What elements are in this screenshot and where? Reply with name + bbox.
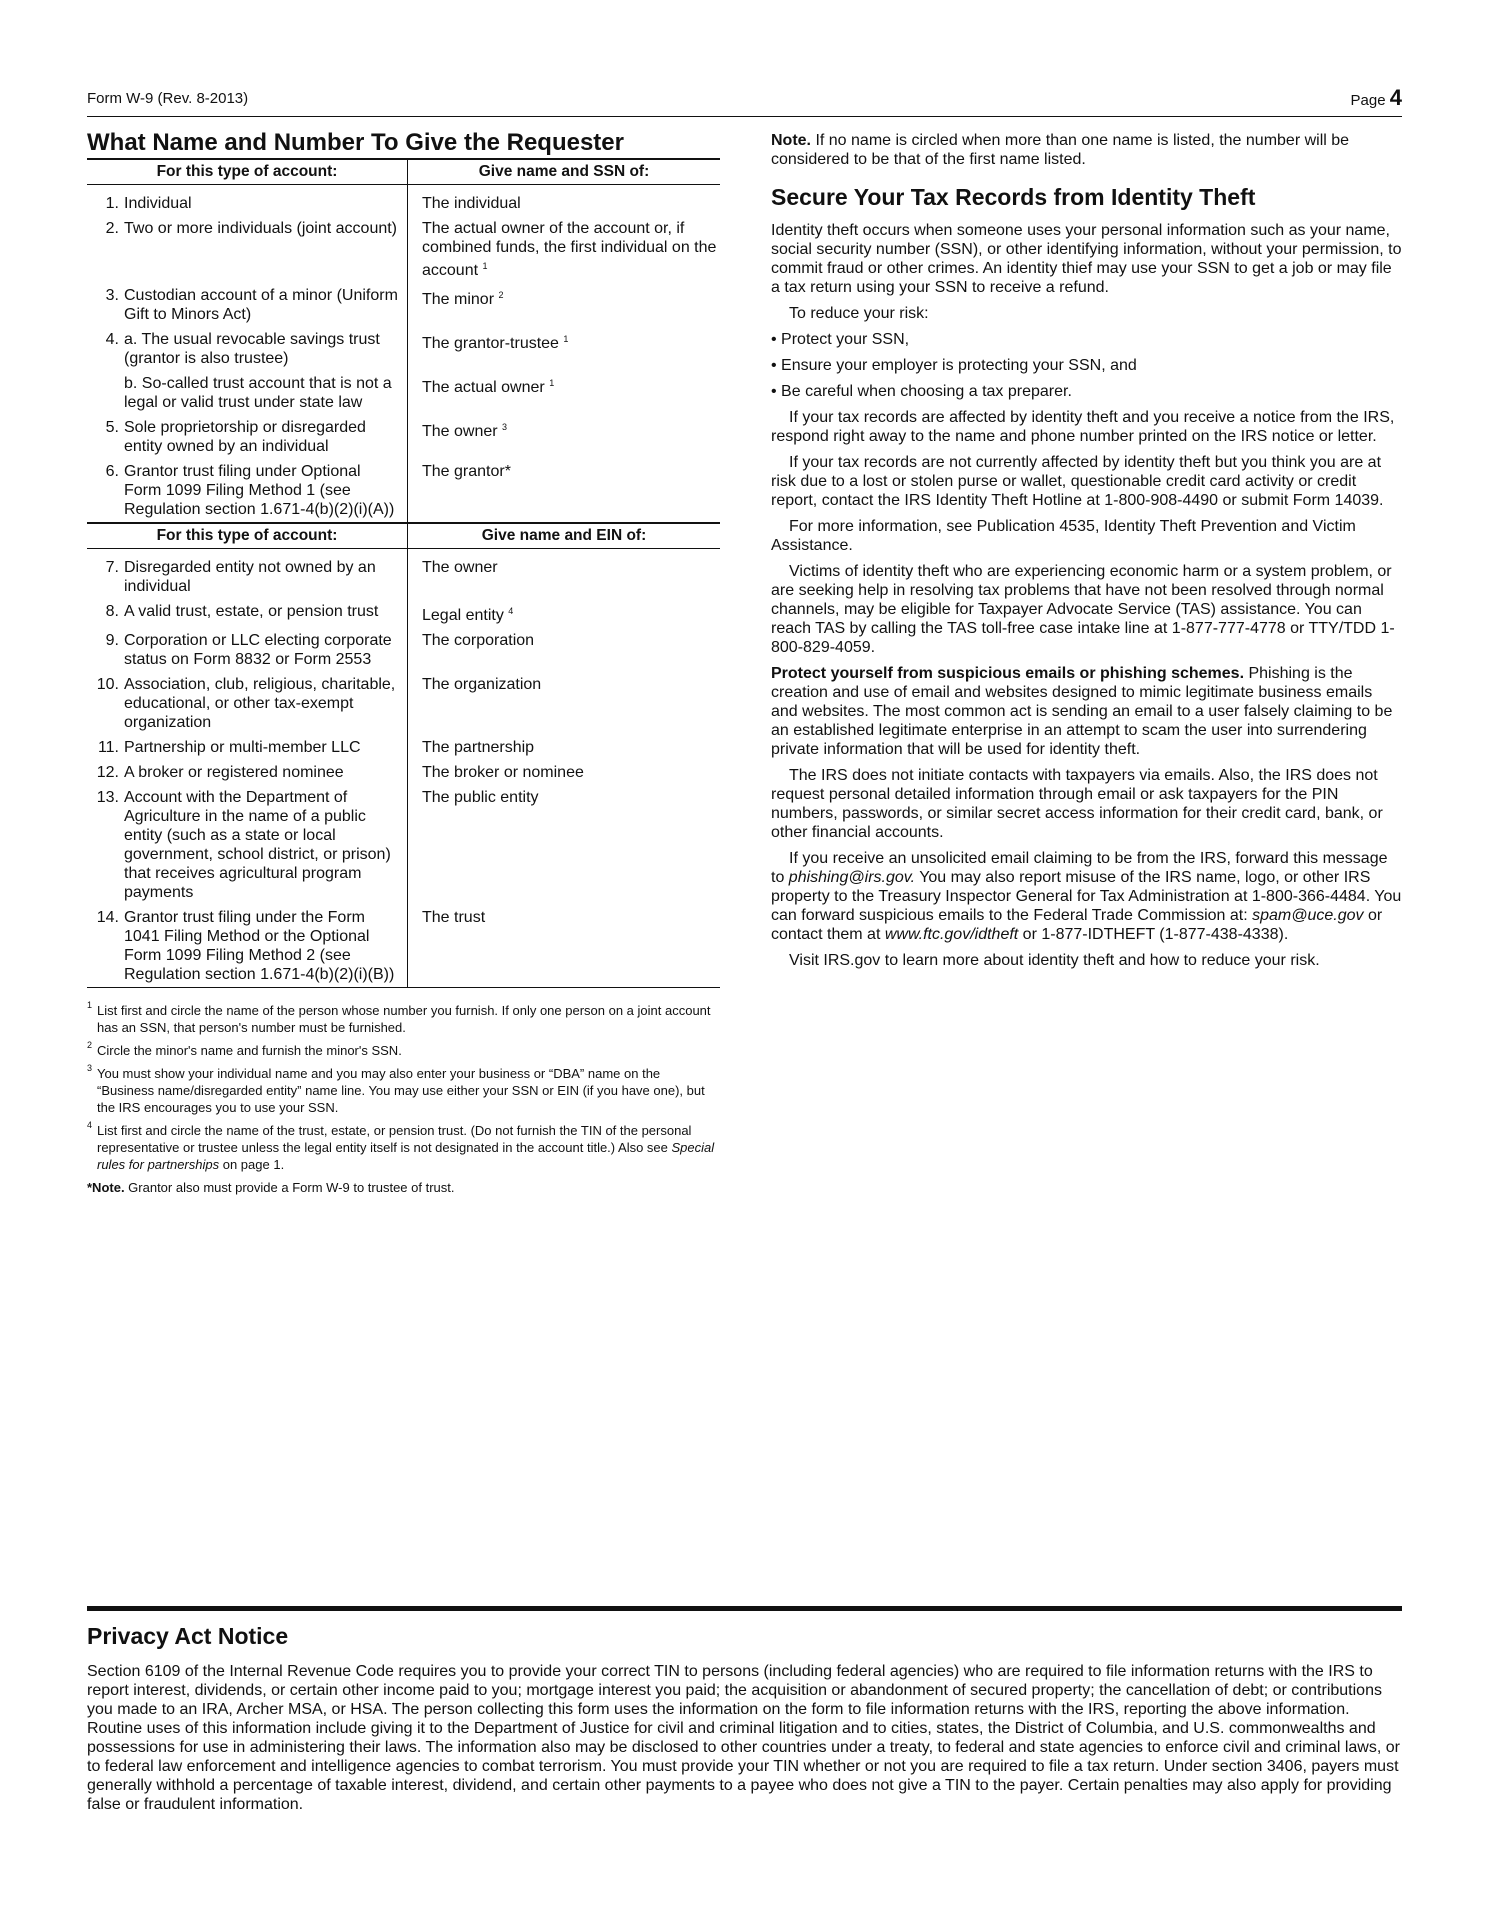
give-name-cell	[408, 735, 721, 760]
give-name: The actual owner	[422, 379, 545, 396]
give-name-cell	[408, 283, 721, 327]
table-row	[87, 760, 720, 785]
account-type-cell	[87, 216, 408, 283]
account-type-cell	[87, 283, 408, 327]
table-row	[87, 371, 720, 415]
account-type-cell	[87, 549, 408, 600]
footnote-text: Circle the minor's name and furnish the minor's SSN.	[97, 1043, 402, 1058]
account-type: Grantor trust filing under the Form 1041 Filing Method or the Optional Form 1099 Filing Method 2 (see Regulation section 1.671-4(b)(2)(i)(B))	[124, 909, 395, 983]
account-type-cell	[87, 459, 408, 523]
footnote-ref: 1	[482, 261, 488, 271]
row-number: 9.	[105, 632, 119, 649]
note-label: *Note.	[87, 1180, 125, 1195]
account-type: Association, club, religious, charitable, educational, or other tax-exempt organization	[124, 676, 396, 731]
account-type: Sole proprietorship or disregarded entity owned by an individual	[124, 419, 366, 455]
account-type: Corporation or LLC electing corporate status on Form 8832 or Form 2553	[124, 632, 392, 668]
give-name: The individual	[422, 195, 521, 212]
give-name-cell	[408, 672, 721, 735]
account-type: A valid trust, estate, or pension trust	[124, 603, 379, 620]
footnote-3	[87, 1065, 720, 1116]
account-type: Account with the Department of Agriculture in the name of a public entity (such as a state or local government, school district, or prison) that receives agricultural program payments	[124, 789, 391, 901]
bullet-item: • Protect your SSN,	[771, 331, 910, 348]
ssn-rows	[87, 185, 720, 524]
table-row	[87, 599, 720, 628]
table-row	[87, 283, 720, 327]
paragraph-text: If you receive an unsolicited email claiming to be from the IRS, forward this message to	[771, 850, 1388, 886]
footnotes	[87, 1002, 720, 1196]
footnote-text: List first and circle the name of the person whose number you furnish. If only one person on a joint account has an SSN, that person's number must be furnished.	[97, 1003, 711, 1035]
give-name: The owner	[422, 423, 498, 440]
account-type: a. The usual revocable savings trust (grantor is also trustee)	[124, 331, 380, 367]
footnote-1	[87, 1002, 720, 1036]
ein-rows	[87, 549, 720, 988]
give-name: The grantor-trustee	[422, 335, 559, 352]
account-type-cell	[87, 628, 408, 672]
document-page	[87, 0, 1402, 1925]
give-name: The actual owner of the account or, if combined funds, the first individual on the account	[422, 220, 717, 279]
give-name-cell	[408, 549, 721, 600]
privacy-section	[87, 1622, 1402, 1814]
account-type: A broker or registered nominee	[124, 764, 344, 781]
account-type: Individual	[124, 195, 192, 212]
footnote-text: List first and circle the name of the trust, estate, or pension trust. (Do not furnish the TIN of the personal representative or trustee unless the legal entity itself is not designated in the account title.) Also see	[97, 1123, 692, 1155]
note-paragraph	[771, 131, 1402, 169]
give-name-cell	[408, 760, 721, 785]
left-column	[87, 128, 720, 1202]
give-name-cell	[408, 185, 721, 217]
paragraph-text: or 1-877-IDTHEFT (1-877-438-4338).	[1018, 926, 1289, 943]
bullet-item: • Ensure your employer is protecting your SSN, and	[771, 357, 1137, 374]
give-name-cell	[408, 371, 721, 415]
account-type: Custodian account of a minor (Uniform Gift to Minors Act)	[124, 287, 398, 323]
give-name: The broker or nominee	[422, 764, 584, 781]
ein-header-row	[87, 523, 720, 549]
footnote-text: You must show your individual name and you may also enter your business or “DBA” name on the “Business name/disregarded entity” name line. You may use either your SSN or EIN (if you have one), but the IRS encourages you to use your SSN.	[97, 1066, 705, 1115]
spam-email: spam@uce.gov	[1252, 907, 1364, 924]
give-name: The organization	[422, 676, 542, 693]
give-name-cell	[408, 459, 721, 523]
footnote-ref: 1	[563, 334, 569, 344]
note-label: Note.	[771, 132, 811, 149]
footnote-ref: 1	[549, 378, 555, 388]
row-number: 6.	[105, 463, 119, 480]
account-type: b. So-called trust account that is not a legal or valid trust under state law	[124, 375, 392, 411]
paragraph: Visit IRS.gov to learn more about identity theft and how to reduce your risk.	[789, 952, 1320, 969]
row-number: 14.	[96, 909, 119, 926]
note-text: If no name is circled when more than one name is listed, the number will be considered to be that of the first name listed.	[771, 132, 1350, 168]
ssn-header-row	[87, 159, 720, 185]
footnote-italic: Special rules for partnerships	[97, 1140, 715, 1172]
ftc-url: www.ftc.gov/idtheft	[884, 926, 1019, 943]
account-type-cell	[87, 735, 408, 760]
ein-col1-header: For this type of account:	[87, 523, 408, 549]
paragraph-text: or contact them at	[771, 907, 1383, 943]
account-type-cell	[87, 599, 408, 628]
privacy-rule	[87, 1606, 1402, 1611]
account-type-cell	[87, 185, 408, 217]
row-number: 11.	[97, 739, 119, 756]
note-text: Grantor also must provide a Form W-9 to trustee of trust.	[124, 1180, 455, 1195]
account-type: Grantor trust filing under Optional Form 1099 Filing Method 1 (see Regulation section 1.671-4(b)(2)(i)(A))	[124, 463, 395, 518]
account-type: Disregarded entity not owned by an individual	[124, 559, 376, 595]
table-row	[87, 905, 720, 988]
row-number	[87, 374, 124, 412]
account-type-cell	[87, 415, 408, 459]
bullet-item: • Be careful when choosing a tax preparer.	[771, 383, 1072, 400]
give-name-cell	[408, 785, 721, 905]
row-number: 5.	[105, 419, 119, 436]
row-number: 13.	[96, 789, 119, 806]
table-row	[87, 216, 720, 283]
right-column	[771, 131, 1402, 977]
paragraph: Identity theft occurs when someone uses your personal information such as your name, social security number (SSN), or other identifying information, without your permission, to commit fraud or other crimes. An identity thief may use your SSN to get a job or may file a tax return using your SSN to receive a refund.	[771, 222, 1402, 296]
header-rule	[87, 116, 1402, 117]
paragraph: Victims of identity theft who are experiencing economic harm or a system problem, or are seeking help in resolving tax problems that have not been resolved through normal channels, may be eligible for Taxpayer Advocate Service (TAS) assistance. You can reach TAS by calling the TAS toll-free case intake line at 1-877-777-4778 or TTY/TDD 1-800-829-4059.	[771, 563, 1395, 656]
footnote-mark: 1	[87, 1000, 93, 1010]
account-type-cell	[87, 905, 408, 988]
ein-col2-header: Give name and EIN of:	[408, 523, 721, 549]
paragraph: If your tax records are affected by identity theft and you receive a notice from the IRS, respond right away to the name and phone number printed on the IRS notice or letter.	[771, 409, 1395, 445]
give-name: The trust	[422, 909, 486, 926]
paragraph: The IRS does not initiate contacts with taxpayers via emails. Also, the IRS does not request personal detailed information through email or ask taxpayers for the PIN numbers, passwords, or similar secret access information for their credit card, bank, or other financial accounts.	[771, 767, 1383, 841]
give-name-cell	[408, 628, 721, 672]
give-name-cell	[408, 599, 721, 628]
page-number: 4	[1389, 85, 1402, 110]
form-label: Form W-9 (Rev. 8-2013)	[87, 90, 249, 107]
table-row	[87, 785, 720, 905]
page-word: Page	[1350, 92, 1386, 109]
row-number: 7.	[105, 559, 119, 576]
table-row	[87, 735, 720, 760]
footnote-mark: 4	[87, 1120, 93, 1130]
footnote-text: on page 1.	[219, 1157, 285, 1172]
give-name: The minor	[422, 291, 495, 308]
account-type: Two or more individuals (joint account)	[124, 220, 398, 237]
table-row	[87, 672, 720, 735]
paragraph: To reduce your risk:	[789, 305, 929, 322]
page-indicator	[1351, 85, 1402, 111]
phishing-lead: Protect yourself from suspicious emails or phishing schemes.	[771, 665, 1245, 682]
row-number: 1.	[105, 195, 119, 212]
give-name: The owner	[422, 559, 498, 576]
identity-theft-heading: Secure Your Tax Records from Identity Theft	[771, 184, 1256, 210]
give-name: The partnership	[422, 739, 535, 756]
name-number-table	[87, 158, 720, 988]
paragraph: If your tax records are not currently affected by identity theft but you think you are at risk due to a lost or stolen purse or wallet, questionable credit card activity or credit report, contact the IRS Identity Theft Hotline at 1-800-908-4490 or submit Form 14039.	[771, 454, 1384, 509]
account-type-cell	[87, 760, 408, 785]
row-number: 8.	[105, 603, 119, 620]
give-name: The corporation	[422, 632, 535, 649]
table-row	[87, 327, 720, 371]
paragraph: For more information, see Publication 4535, Identity Theft Prevention and Victim Assistance.	[771, 518, 1356, 554]
row-number: 2.	[105, 220, 119, 237]
give-name-cell	[408, 327, 721, 371]
footnote-mark: 2	[87, 1040, 93, 1050]
row-number: 4.	[105, 331, 119, 348]
account-type: Partnership or multi-member LLC	[124, 739, 361, 756]
report-paragraph	[771, 849, 1402, 944]
ssn-col2-header: Give name and SSN of:	[408, 159, 721, 185]
account-type-cell	[87, 371, 408, 415]
footnote-ref: 3	[502, 422, 508, 432]
account-type-cell	[87, 785, 408, 905]
row-number: 3.	[105, 287, 119, 304]
table-row	[87, 549, 720, 600]
give-name: Legal entity	[422, 607, 504, 624]
footnote-4	[87, 1122, 720, 1173]
ssn-col1-header: For this type of account:	[87, 159, 408, 185]
paragraph-text: Phishing is the creation and use of email and websites designed to mimic legitimate business emails and websites. The most common act is sending an email to a user falsely claiming to be an established legitimate enterprise in an attempt to scam the user into surrendering private information that will be used for identity theft.	[771, 665, 1393, 758]
footnote-2	[87, 1042, 720, 1059]
give-name: The grantor*	[422, 463, 511, 480]
give-name-cell	[408, 905, 721, 988]
grantor-note	[87, 1179, 720, 1196]
table-row	[87, 415, 720, 459]
row-number: 12.	[96, 764, 119, 781]
account-type-cell	[87, 672, 408, 735]
give-name-cell	[408, 415, 721, 459]
row-number: 10.	[96, 676, 119, 693]
table-row	[87, 185, 720, 217]
phishing-paragraph	[771, 664, 1402, 759]
privacy-text: Section 6109 of the Internal Revenue Code requires you to provide your correct TIN to persons (including federal agencies) who are required to file information returns with the IRS to report interest, dividends, or certain other income paid to you; mortgage interest you paid; the acquisition or abandonment of secured property; the cancellation of debt; or contributions you made to an IRA, Archer MSA, or HSA. The person collecting this form uses the information on the form to file information returns with the IRS, reporting the above information. Routine uses of this information include giving it to the Department of Justice for civil and criminal litigation and to cities, states, the District of Columbia, and U.S. commonwealths and possessions for use in administering their laws. The information also may be disclosed to other countries under a treaty, to federal and state agencies to enforce civil and criminal laws, or to federal law enforcement and intelligence agencies to combat terrorism. You must provide your TIN whether or not you are required to file a tax return. Under section 3406, payers must generally withhold a percentage of taxable interest, dividend, and certain other payments to a payee who does not give a TIN to the payer. Certain penalties may also apply for providing false or fraudulent information.	[87, 1663, 1400, 1813]
account-type-cell	[87, 327, 408, 371]
paragraph-text: You may also report misuse of the IRS name, logo, or other IRS property to the Treasury Inspector General for Tax Administration at 1-800-366-4484. You can forward suspicious emails to the Federal Trade Commission at:	[771, 869, 1402, 924]
privacy-title: Privacy Act Notice	[87, 1623, 289, 1649]
table-row	[87, 459, 720, 523]
footnote-ref: 4	[508, 606, 514, 616]
footnote-ref: 2	[498, 290, 504, 300]
phishing-email: phishing@irs.gov.	[788, 869, 916, 886]
give-name: The public entity	[422, 789, 539, 806]
footnote-mark: 3	[87, 1063, 93, 1073]
table-row	[87, 628, 720, 672]
requester-table-title: What Name and Number To Give the Requester	[87, 129, 624, 156]
give-name-cell	[408, 216, 721, 283]
